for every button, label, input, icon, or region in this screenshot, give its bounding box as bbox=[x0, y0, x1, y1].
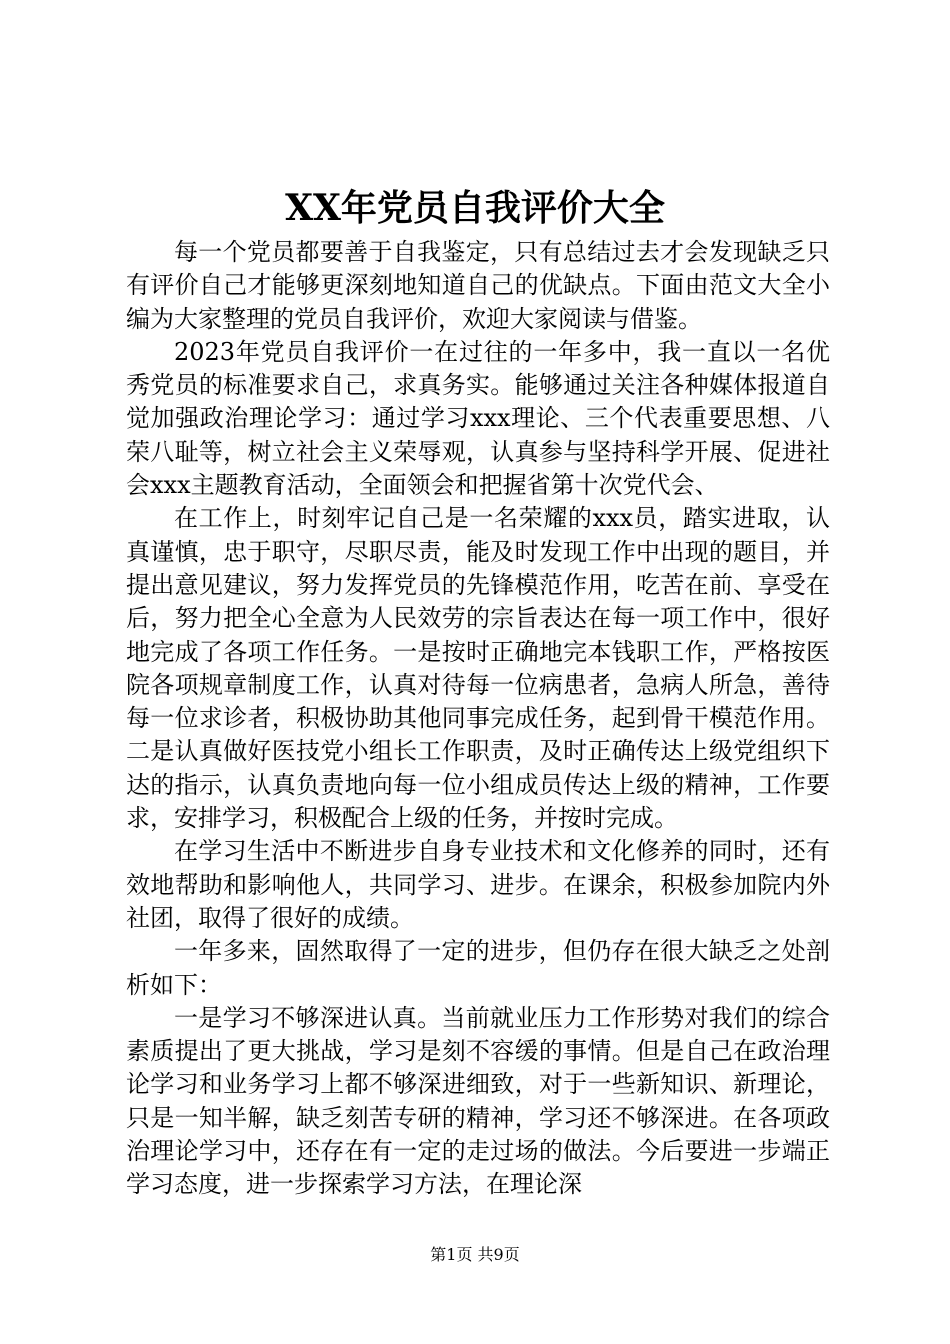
paragraph-intro: 每一个党员都要善于自我鉴定，只有总结过去才会发现缺乏只有评价自己才能够更深刻地知道自己的优缺点。下面由范文大全小编为大家整理的党员自我评价，欢迎大家阅读与借鉴。 bbox=[126, 238, 830, 333]
paragraph-evaluation-one: 2023年党员自我评价一在过往的一年多中，我一直以一名优秀党员的标准要求自己，求真务实。能够通过关注各种媒体报道自觉加强政治理论学习：通过学习xxx理论、三个代表重要思想、八荣八耻等，树立社会主义荣辱观，认真参与坚持科学开展、促进社会xxx主题教育活动，全面领会和把握省第十次党代会、 bbox=[126, 337, 830, 500]
paragraph-shortcomings: 一年多来，固然取得了一定的进步，但仍存在很大缺乏之处剖析如下： bbox=[126, 937, 830, 999]
paragraph-work: 在工作上，时刻牢记自己是一名荣耀的xxx员，踏实进取，认真谨慎，忠于职守，尽职尽责，能及时发现工作中出现的题目，并提出意见建议，努力发挥党员的先锋模范作用，吃苦在前、享受在后，努力把全心全意为人民效劳的宗旨表达在每一项工作中，很好地完成了各项工作任务。一是按时正确地完本钱职工作，严格按医院各项规章制度工作，认真对待每一位病患者，急病人所急，善待每一位求诊者，积极协助其他同事完成任务，起到骨干模范作用。二是认真做好医技党小组长工作职责，及时正确传达上级党组织下达的指示，认真负责地向每一位小组成员传达上级的精神，工作要求，安排学习，积极配合上级的任务，并按时完成。 bbox=[126, 504, 830, 833]
document-title: XX年党员自我评价大全 bbox=[285, 187, 665, 229]
document-body bbox=[126, 236, 830, 1202]
paragraph-study-life: 在学习生活中不断进步自身专业技术和文化修养的同时，还有效地帮助和影响他人，共同学习、进步。在课余，积极参加院内外社团，取得了很好的成绩。 bbox=[126, 837, 830, 932]
paragraph-point-one: 一是学习不够深进认真。当前就业压力工作形势对我们的综合素质提出了更大挑战，学习是刻不容缓的事情。但是自己在政治理论学习和业务学习上都不够深进细致，对于一些新知识、新理论，只是一知半解，缺乏刻苦专研的精神，学习还不够深进。在各项政治理论学习中，还存在有一定的走过场的做法。今后要进一步端正学习态度，进一步探索学习方法，在理论深 bbox=[126, 1003, 830, 1199]
page-footer: 第1页 共9页 bbox=[430, 1245, 520, 1264]
